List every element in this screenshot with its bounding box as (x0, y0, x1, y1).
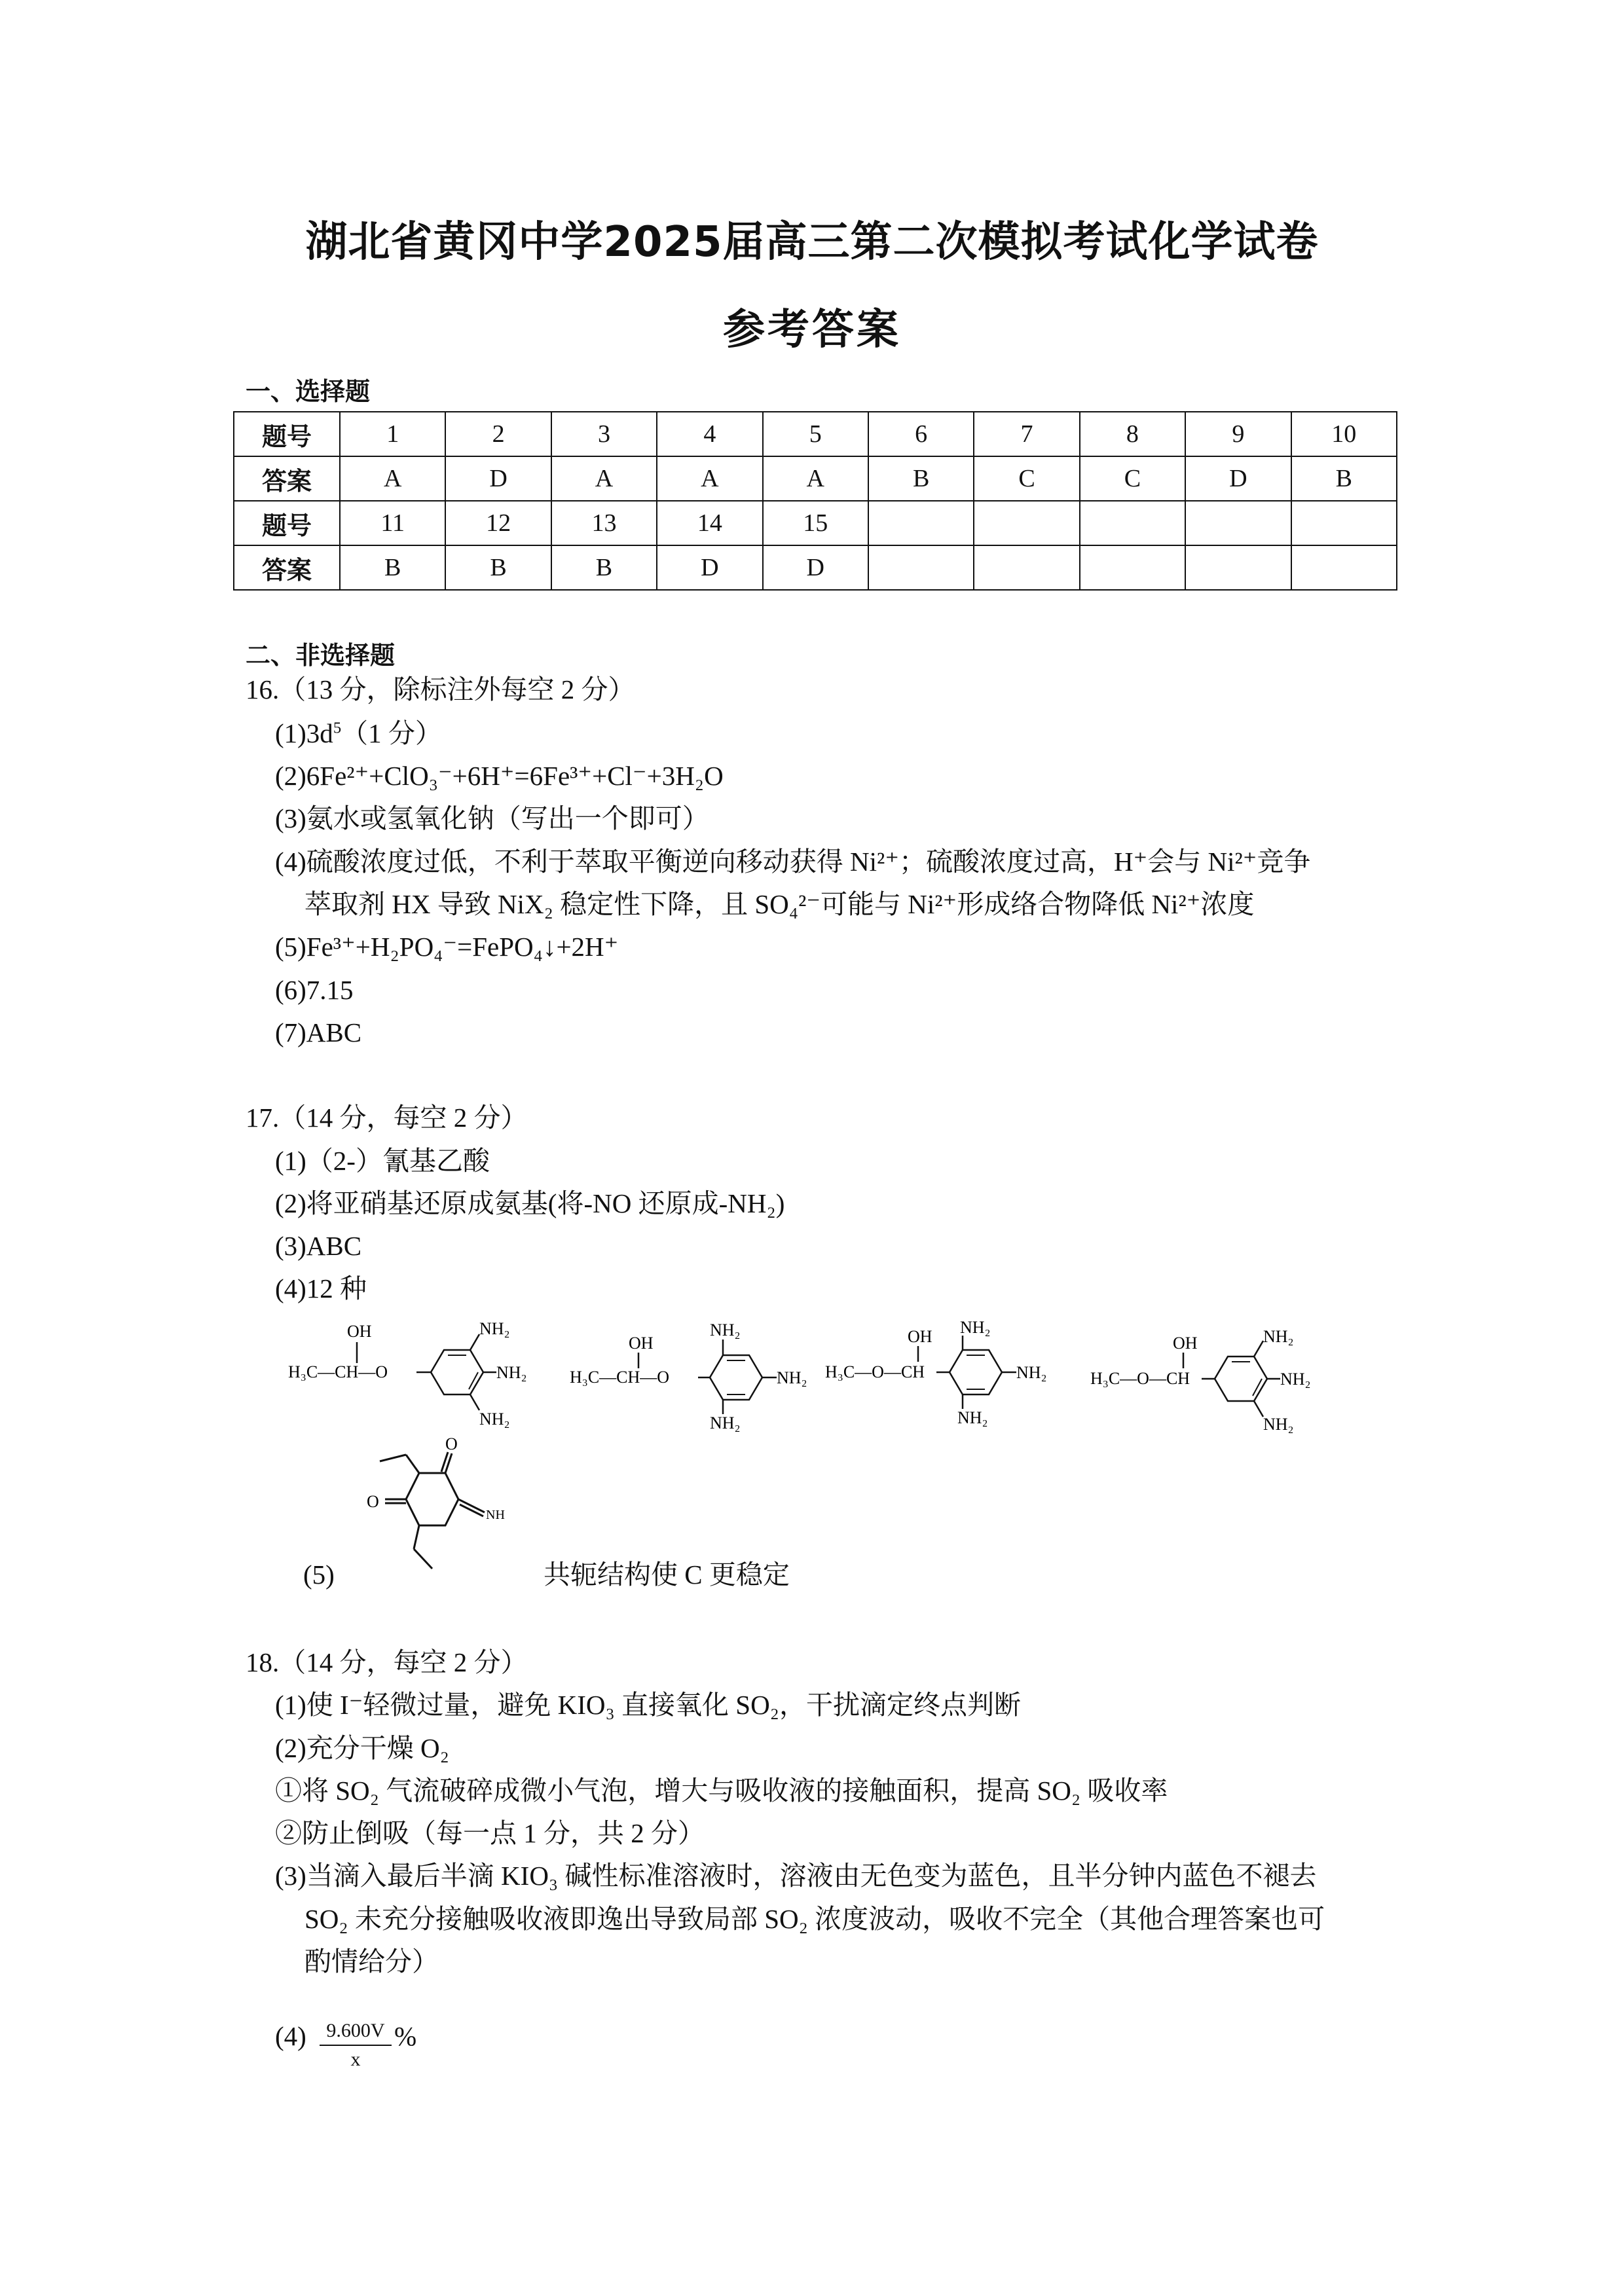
struct-label-nh2: NH₂ (1016, 1363, 1047, 1382)
fraction-denominator: x (350, 2049, 361, 2070)
table-cell: D (445, 456, 551, 501)
table-row (234, 501, 1397, 545)
q18-answer-3-line1: (3)当滴入最后半滴 KIO₃ 碱性标准溶液时，溶液由无色变为蓝色，且半分钟内蓝色不褪去 (275, 1861, 1317, 1891)
struct-label-nh2: NH₂ (777, 1368, 807, 1387)
row-label: 答案 (234, 545, 340, 590)
q17-answer-5-label: (5) (303, 1559, 335, 1590)
table-cell: A (763, 456, 868, 501)
table-cell: 8 (1080, 412, 1185, 456)
svg-text:O: O (367, 1492, 379, 1511)
table-cell: 1 (340, 412, 445, 456)
struct-label-nh: NH (486, 1508, 505, 1522)
q17-answer-4: (4)12 种 (275, 1273, 367, 1303)
table-cell (974, 545, 1079, 590)
q18-answer-2: (2)充分干燥 O₂ (275, 1733, 449, 1763)
table-cell: B (1291, 456, 1397, 501)
struct-label-nh2: NH₂ (960, 1318, 991, 1337)
table-cell (1185, 545, 1291, 590)
q18-header: 18.（14 分，每空 2 分） (246, 1647, 528, 1677)
structure-isomer-2 (570, 1316, 825, 1437)
q16-answer-1-text: (1)3d (275, 718, 333, 748)
q17-header: 17.（14 分，每空 2 分） (246, 1102, 528, 1133)
section-heading-nonchoice: 二、非选择题 (246, 641, 396, 670)
q18-answer-4-label: (4) (275, 2021, 306, 2051)
q16-answer-4-line2: 萃取剂 HX 导致 NiX₂ 稳定性下降，且 SO₄²⁻可能与 Ni²⁺形成络合物降低 Ni²⁺浓度 (304, 889, 1255, 919)
table-cell (1080, 501, 1185, 545)
struct-label-chain: H₃C—O—CH (825, 1362, 925, 1381)
table-cell: 6 (868, 412, 974, 456)
table-cell: A (551, 456, 657, 501)
table-cell: 4 (657, 412, 762, 456)
table-cell: 2 (445, 412, 551, 456)
q16-answer-3: (3)氨水或氢氧化钠（写出一个即可） (275, 803, 709, 833)
table-cell: 9 (1185, 412, 1291, 456)
table-cell: D (763, 545, 868, 590)
table-cell (974, 501, 1079, 545)
q16-answer-4-line1: (4)硫酸浓度过低，不利于萃取平衡逆向移动获得 Ni²⁺；硫酸浓度过高，H⁺会与 Ni²⁺竞争 (275, 847, 1311, 877)
struct-label-nh2: NH₂ (1263, 1415, 1294, 1434)
table-cell: 10 (1291, 412, 1397, 456)
table-row (234, 412, 1397, 456)
table-cell: B (868, 456, 974, 501)
struct-label-oh: OH (347, 1322, 372, 1341)
table-row (234, 456, 1397, 501)
q16-answer-1 (275, 720, 442, 747)
struct-label-oh: OH (1173, 1334, 1198, 1353)
q17-answer-1: (1)（2-）氰基乙酸 (275, 1146, 490, 1176)
table-cell: A (340, 456, 445, 501)
struct-label-chain: H₃C—O—CH (1090, 1369, 1190, 1388)
table-cell: A (657, 456, 762, 501)
q17-answer-3: (3)ABC (275, 1231, 362, 1261)
table-cell (1291, 545, 1397, 590)
q18-answer-2-point2: ②防止倒吸（每一点 1 分，共 2 分） (275, 1818, 705, 1848)
struct-label-chain: H₃C—CH—O (288, 1362, 388, 1381)
structure-isomer-3 (825, 1316, 1074, 1437)
q18-answer-4-unit: % (394, 2021, 417, 2051)
q18-answer-4-fraction (320, 2020, 392, 2071)
struct-label-nh2: NH₂ (710, 1413, 741, 1432)
q16-answer-7: (7)ABC (275, 1017, 362, 1048)
answer-table (233, 411, 1397, 591)
table-cell: 7 (974, 412, 1079, 456)
struct-label-nh2: NH₂ (710, 1321, 741, 1339)
q18-answer-1: (1)使 I⁻轻微过量，避免 KIO₃ 直接氧化 SO₂，干扰滴定终点判断 (275, 1690, 1021, 1720)
table-cell (1185, 501, 1291, 545)
table-cell: 13 (551, 501, 657, 545)
table-cell: 11 (340, 501, 445, 545)
struct-label-nh2: NH₂ (496, 1363, 527, 1382)
struct-label-chain: H₃C—CH—O (570, 1368, 670, 1387)
svg-text:O: O (445, 1434, 458, 1453)
q16-answer-1-tail: （1 分） (341, 718, 442, 748)
table-cell: 14 (657, 501, 762, 545)
table-cell: C (1080, 456, 1185, 501)
structure-cyclic-product (341, 1434, 537, 1601)
struct-label-nh2: NH₂ (1280, 1370, 1311, 1389)
q17-answer-2: (2)将亚硝基还原成氨基(将-NO 还原成-NH₂) (275, 1188, 785, 1218)
fraction-numerator: 9.600V (320, 2020, 392, 2046)
structure-isomer-4 (1090, 1316, 1339, 1437)
struct-label-nh2: NH₂ (479, 1410, 510, 1429)
row-label: 答案 (234, 456, 340, 501)
struct-label-nh2: NH₂ (1263, 1327, 1294, 1346)
struct-label-oh: OH (629, 1334, 654, 1353)
table-cell: D (657, 545, 762, 590)
table-cell (868, 501, 974, 545)
table-cell: B (445, 545, 551, 590)
structure-isomer-1 (288, 1316, 550, 1437)
table-cell: B (551, 545, 657, 590)
table-cell: 3 (551, 412, 657, 456)
page-subtitle: 参考答案 (723, 306, 901, 354)
table-cell: C (974, 456, 1079, 501)
table-cell: 15 (763, 501, 868, 545)
table-cell: 12 (445, 501, 551, 545)
q18-answer-3-line3: 酌情给分） (304, 1946, 439, 1977)
q16-answer-5: (5)Fe³⁺+H₂PO₄⁻=FePO₄↓+2H⁺ (275, 932, 619, 962)
struct-label-oh: OH (908, 1327, 932, 1346)
q16-answer-2: (2)6Fe²⁺+ClO₃⁻+6H⁺=6Fe³⁺+Cl⁻+3H₂O (275, 761, 724, 791)
table-cell: 5 (763, 412, 868, 456)
q17-answer-5-text: 共轭结构使 C 更稳定 (544, 1559, 790, 1590)
q16-answer-6: (6)7.15 (275, 975, 354, 1005)
table-row (234, 545, 1397, 590)
q16-header: 16.（13 分，除标注外每空 2 分） (246, 674, 635, 704)
table-cell (868, 545, 974, 590)
page-title: 湖北省黄冈中学2025届高三第二次模拟考试化学试卷 (305, 218, 1319, 266)
row-label: 题号 (234, 501, 340, 545)
table-cell (1080, 545, 1185, 590)
row-label: 题号 (234, 412, 340, 456)
struct-label-nh2: NH₂ (957, 1408, 988, 1427)
table-cell: D (1185, 456, 1291, 501)
table-cell (1291, 501, 1397, 545)
q18-answer-3-line2: SO₂ 未充分接触吸收液即逸出导致局部 SO₂ 浓度波动，吸收不完全（其他合理答案也可 (304, 1904, 1325, 1934)
section-heading-choice: 一、选择题 (246, 377, 371, 406)
q18-answer-2-point1: ①将 SO₂ 气流破碎成微小气泡，增大与吸收液的接触面积，提高 SO₂ 吸收率 (275, 1776, 1168, 1806)
table-cell: B (340, 545, 445, 590)
q16-answer-1-sup: 5 (333, 719, 342, 737)
struct-label-nh2: NH₂ (479, 1319, 510, 1338)
